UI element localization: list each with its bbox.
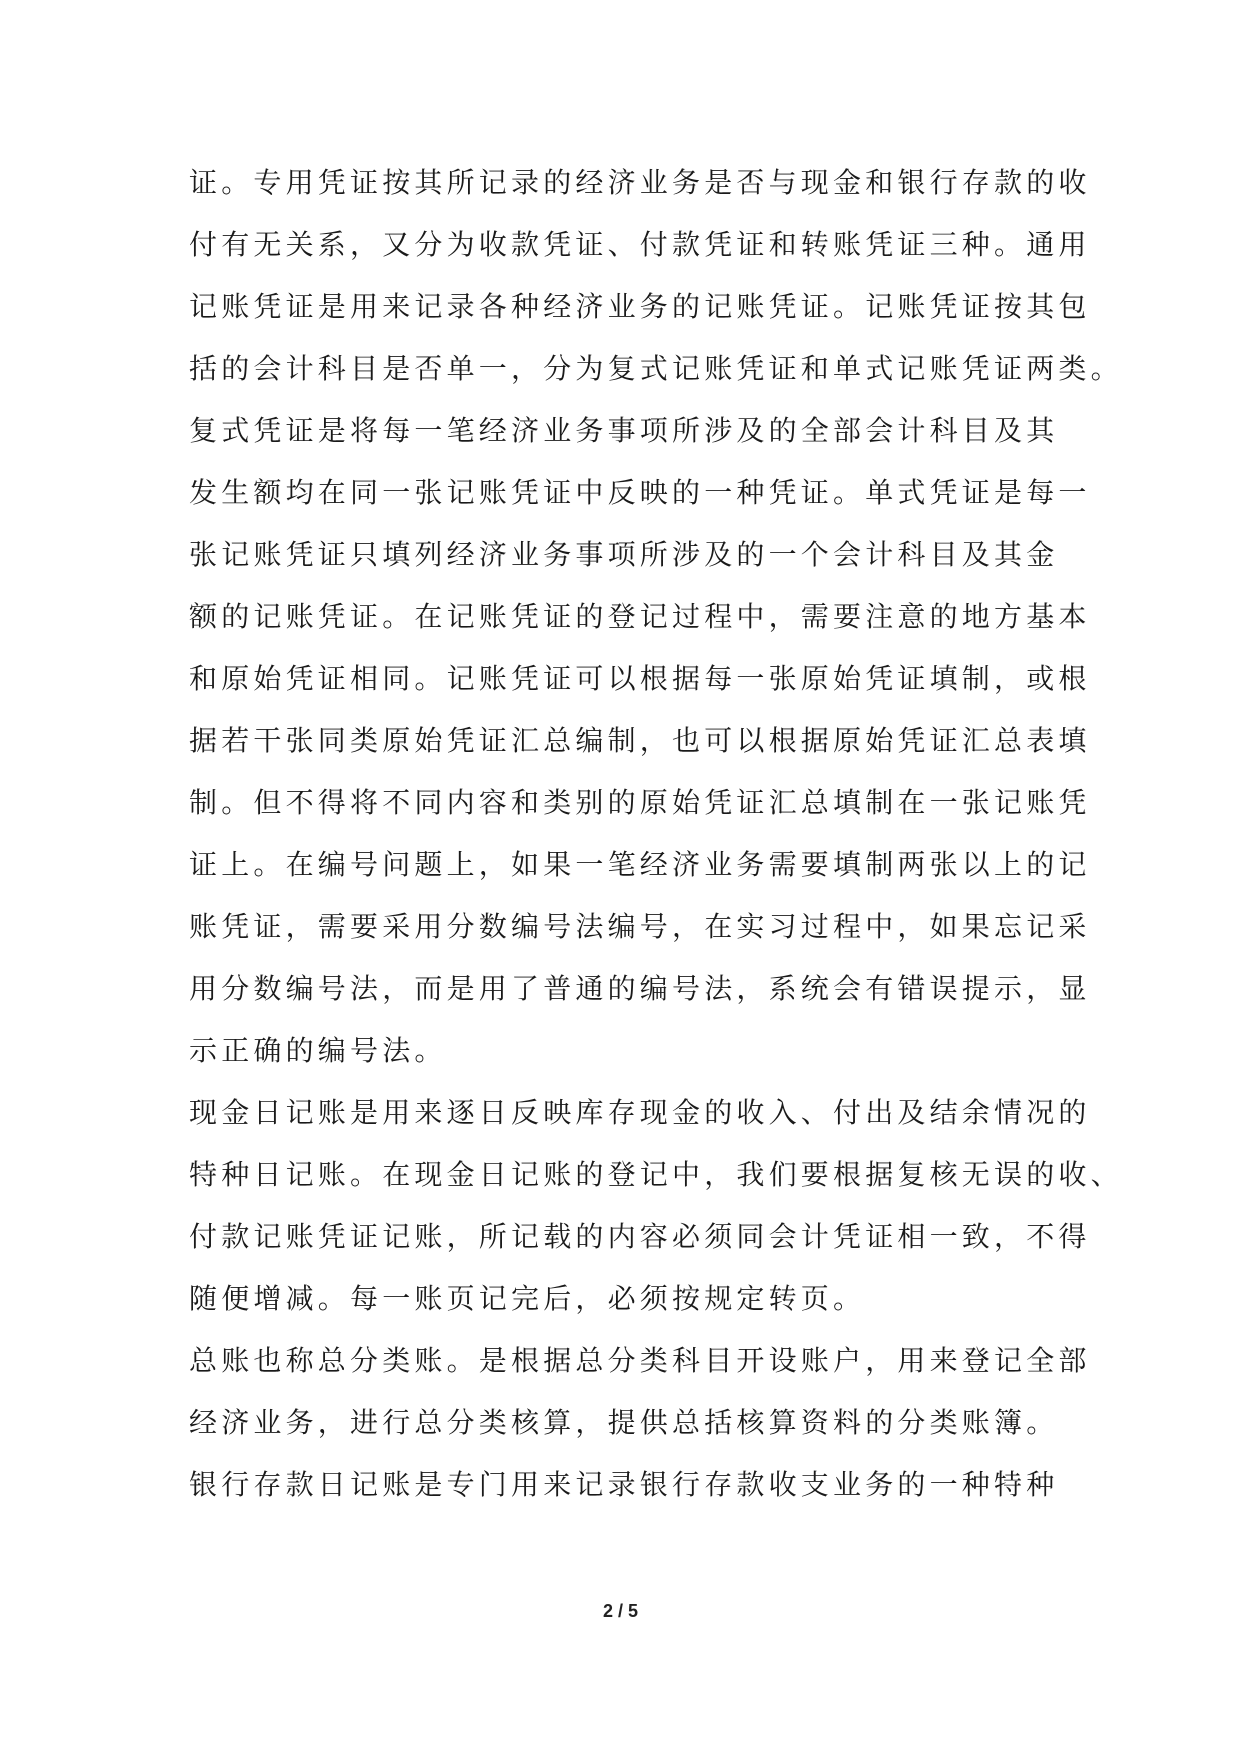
text-line: 用分数编号法，而是用了普通的编号法，系统会有错误提示，显 (189, 972, 1091, 1005)
text-line: 制。但不得将不同内容和类别的原始凭证汇总填制在一张记账凭 (189, 786, 1091, 819)
text-line: 特种日记账。在现金日记账的登记中，我们要根据复核无误的收、 (189, 1158, 1123, 1191)
text-line: 示正确的编号法。 (189, 1034, 447, 1067)
text-line: 证上。在编号问题上，如果一笔经济业务需要填制两张以上的记 (189, 848, 1091, 881)
text-line: 现金日记账是用来逐日反映库存现金的收入、付出及结余情况的 (189, 1096, 1091, 1129)
text-line: 据若干张同类原始凭证汇总编制，也可以根据原始凭证汇总表填 (189, 724, 1091, 757)
text-line: 和原始凭证相同。记账凭证可以根据每一张原始凭证填制，或根 (189, 662, 1091, 695)
text-line: 随便增减。每一账页记完后，必须按规定转页。 (189, 1282, 866, 1315)
text-line: 银行存款日记账是专门用来记录银行存款收支业务的一种特种 (189, 1468, 1059, 1501)
text-line: 总账也称总分类账。是根据总分类科目开设账户，用来登记全部 (189, 1344, 1091, 1377)
page-number: 2 / 5 (602, 1601, 639, 1621)
text-line: 记账凭证是用来记录各种经济业务的记账凭证。记账凭证按其包 (189, 290, 1091, 323)
text-line: 证。专用凭证按其所记录的经济业务是否与现金和银行存款的收 (189, 166, 1091, 199)
text-line: 额的记账凭证。在记账凭证的登记过程中，需要注意的地方基本 (189, 600, 1091, 633)
text-line: 付有无关系，又分为收款凭证、付款凭证和转账凭证三种。通用 (189, 228, 1091, 261)
text-line: 括的会计科目是否单一，分为复式记账凭证和单式记账凭证两类。 (189, 352, 1123, 385)
text-line: 付款记账凭证记账，所记载的内容必须同会计凭证相一致，不得 (189, 1220, 1091, 1253)
text-line: 张记账凭证只填列经济业务事项所涉及的一个会计科目及其金 (189, 538, 1059, 571)
text-line: 账凭证，需要采用分数编号法编号，在实习过程中，如果忘记采 (189, 910, 1091, 943)
body-text (189, 152, 1123, 1516)
text-line: 发生额均在同一张记账凭证中反映的一种凭证。单式凭证是每一 (189, 476, 1091, 509)
text-line: 经济业务，进行总分类核算，提供总括核算资料的分类账簿。 (189, 1406, 1059, 1439)
text-line: 复式凭证是将每一笔经济业务事项所涉及的全部会计科目及其 (189, 414, 1059, 447)
